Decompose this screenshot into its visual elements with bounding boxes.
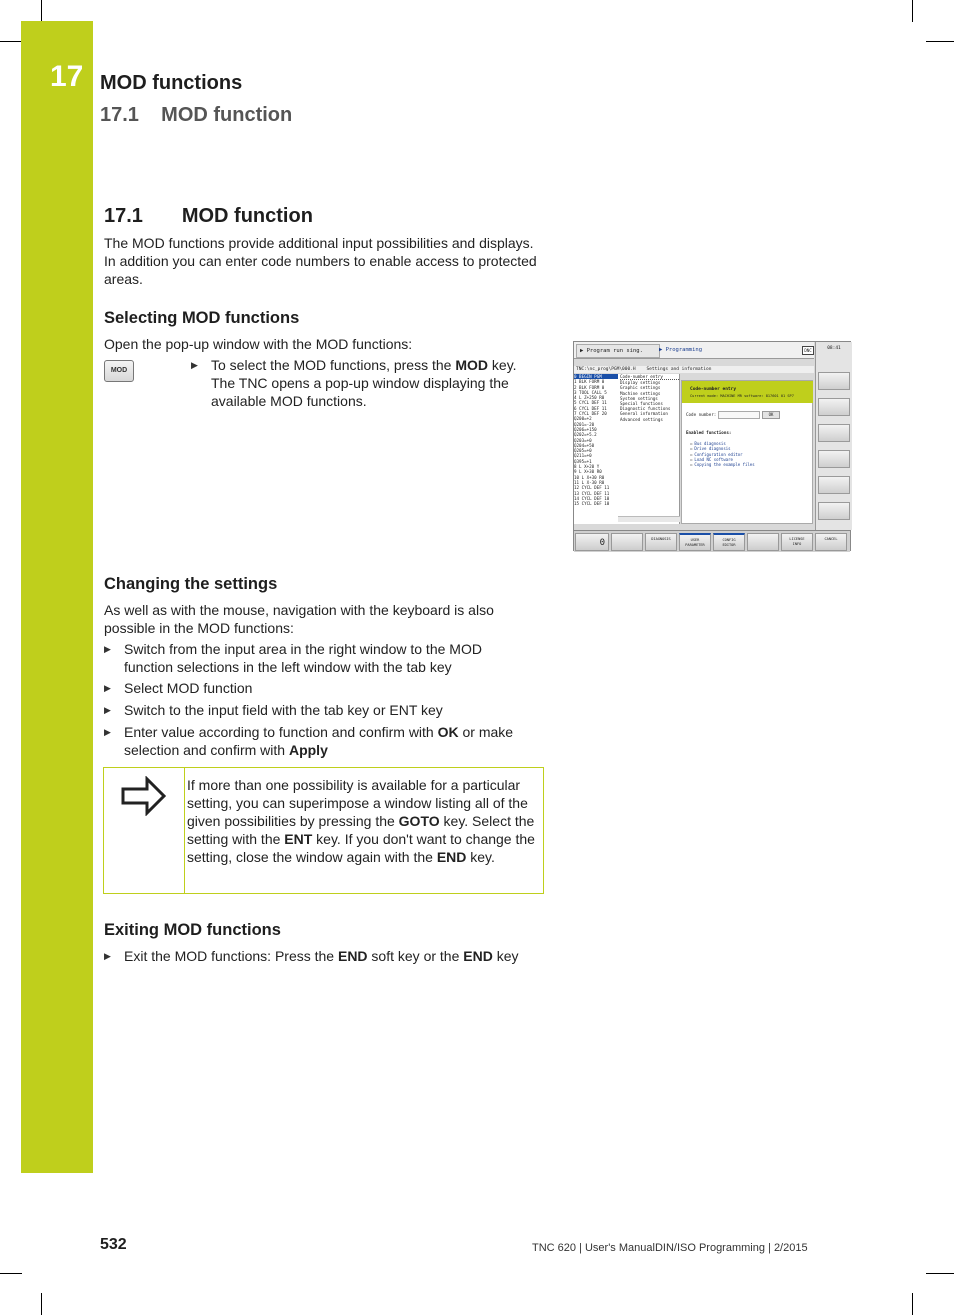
softkey-license[interactable]: LICENSE INFO [781,533,813,551]
changing-bullet-2: ▶ Select MOD function [104,680,253,696]
bullet-triangle-icon: ▶ [104,951,111,961]
enabled-function-item[interactable]: ☒ Copying the example files [690,462,755,468]
footer-info: TNC 620 | User's ManualDIN/ISO Programming | 2/2015 [532,1242,808,1254]
program-line[interactable]: 2 BLK FORM 0 [574,384,605,390]
bullet-triangle-icon: ▶ [104,727,111,737]
chapter-number: 17 [50,60,84,93]
crop-mark [926,41,954,42]
mod-menu-item[interactable]: Special functions [620,401,663,407]
page-number: 532 [100,1236,127,1253]
mod-menu-item[interactable]: Graphic settings [620,385,661,391]
clock: 08:41 [827,346,841,351]
program-path: TNC:\nc_prog\PGM\000.H Settings and information [574,366,814,373]
checkbox-icon: ☒ [690,462,693,468]
softkey-zero[interactable]: 0 [575,533,609,551]
code-number-input[interactable] [718,411,760,419]
running-header-chapter: MOD functions [100,72,243,94]
heading-exiting: Exiting MOD functions [104,921,281,939]
tab-programming[interactable]: ▶ Programming [659,347,703,353]
vertical-softkey[interactable] [818,502,850,520]
program-listing [574,374,619,524]
program-line[interactable]: 14 CYCL DEF 10 [574,495,610,501]
vertical-softkey[interactable] [818,424,850,442]
crop-mark [0,41,22,42]
softkey-blank[interactable] [611,533,643,551]
mod-function-menu [618,374,680,524]
changing-bullet-1: ▶ Switch from the input area in the right window to the MOD function selections in the left window with the tab key [104,641,482,675]
program-line[interactable]: 3 TOOL CALL 5 [574,389,607,395]
program-line[interactable]: 0 BEGIN PGM [574,374,618,379]
program-line[interactable]: Q206=+150 [574,426,597,432]
softkey-user[interactable]: USER PARAMETER [679,533,711,551]
program-line[interactable]: 11 L X-30 R0 [574,479,605,485]
heading-changing: Changing the settings [104,575,278,593]
bullet-triangle-icon: ▶ [104,705,111,715]
enabled-function-item[interactable]: ☒ Configuration editor [690,451,743,457]
section-intro: The MOD functions provide additional input possibilities and displays. In addition you can enter code numbers to enable access to protected areas. [104,235,537,287]
crop-mark [41,1293,42,1315]
program-line[interactable]: 9 L X+30 R0 [574,469,602,475]
enabled-functions-list [690,441,755,467]
program-line[interactable]: Q204=+50 [574,442,595,448]
program-line[interactable]: 4 L Z+250 R0 [574,395,605,401]
program-line[interactable]: 5 CYCL DEF 11 [574,400,607,406]
enabled-function-item[interactable]: ☒ Load NC software [690,456,733,462]
mod-menu-item[interactable]: System settings [620,395,658,401]
program-line[interactable]: Q200=+2 [574,416,592,422]
bullet-triangle-icon: ▶ [104,644,111,654]
crop-mark [926,1273,954,1274]
program-line[interactable]: Q203=+0 [574,437,592,443]
crop-mark [41,0,42,22]
changing-intro: As well as with the mouse, navigation with the keyboard is also possible in the MOD functions: [104,602,494,636]
program-line[interactable]: 7 CYCL DEF 20 [574,411,607,417]
ok-button[interactable]: OK [762,411,780,419]
changing-bullet-4: ▶ Enter value according to function and confirm with OK or make selection and confirm with Apply [104,724,514,758]
code-number-dialog [681,380,813,524]
program-line[interactable]: Q395=+1 [574,458,592,464]
checkbox-icon: ☒ [690,441,693,446]
exiting-bullet: ▶ Exit the MOD functions: Press the END soft key or the END key [104,948,519,964]
code-number-label: Code number: [686,412,717,417]
checkbox-icon: ☒ [690,451,693,457]
checkbox-icon: ☒ [690,446,693,452]
enabled-function-item[interactable]: ☒ Bus diagnosis [690,441,726,446]
arrow-right-icon [121,776,167,816]
crop-mark [0,1273,22,1274]
program-line[interactable]: 12 CYCL DEF 11 [574,485,610,491]
vertical-softkey[interactable] [818,450,850,468]
note-box [103,767,544,894]
vertical-softkey[interactable] [818,398,850,416]
note-divider [184,768,185,893]
chapter-side-bar [21,21,93,1173]
vertical-softkey[interactable] [818,476,850,494]
dialog-title: Code-number entry [690,387,737,392]
softkey-diagnosis[interactable]: DIAGNOSIS [645,533,677,551]
checkbox-icon: ☒ [690,456,693,462]
softkey-config[interactable]: CONFIG EDITOR [713,533,745,551]
changing-bullet-3: ▶ Switch to the input field with the tab key or ENT key [104,702,443,718]
program-line[interactable]: 13 CYCL DEF 11 [574,490,610,496]
program-line[interactable]: Q201=-20 [574,421,595,427]
running-header-section: 17.1 MOD function [100,104,293,126]
selecting-step: ▶ To select the MOD functions, press the MOD key. The TNC opens a pop-up window displaying the available MOD functions. [191,357,517,409]
program-line[interactable]: 10 L X+30 R0 [574,474,605,480]
mod-menu-item[interactable]: Machine settings [620,390,661,396]
program-line[interactable]: Q211=+0 [574,453,592,459]
mod-menu-item[interactable]: Code-number entry [620,374,679,380]
program-line[interactable]: 1 BLK FORM 0 [574,379,605,385]
vertical-softkey[interactable] [818,372,850,390]
bullet-triangle-icon: ▶ [104,683,111,693]
heading-selecting: Selecting MOD functions [104,309,300,327]
program-line[interactable]: 15 CYCL DEF 10 [574,501,610,507]
crop-mark [912,1293,913,1315]
program-line[interactable]: 6 CYCL DEF 11 [574,405,607,411]
tnc-screenshot [573,341,851,551]
mod-menu-item[interactable]: Advanced settings [620,416,663,422]
softkey-bar [574,530,850,552]
crop-mark [912,0,913,22]
dialog-header [682,381,813,403]
mod-menu-item[interactable]: General information [620,411,668,417]
section-title: 17.1 MOD function [104,205,313,227]
enabled-functions-label: Enabled functions: [686,430,732,435]
note-text: If more than one possibility is available for a particular setting, you can superimpose a window listing all of the given possibilities by pressing the GOTO key. Select the setting with the ENT key. If you don't want to change the setting, close the window again with the END key. [187,777,535,865]
mod-menu-item[interactable]: Diagnostic functions [620,406,671,412]
selecting-intro: Open the pop-up window with the MOD functions: [104,336,413,352]
mod-menu-item[interactable]: Display settings [620,380,661,386]
softkey-cancel[interactable]: CANCEL [815,533,847,551]
tab-program-run[interactable]: ▶ Program run sing. [576,344,660,358]
right-softkey-column [815,342,852,530]
mode-tab-bar [574,342,814,359]
softkey-blank[interactable] [747,533,779,551]
dialog-subtitle: Current mode: MACHINE MR software: 817601 01 SP7 [690,394,794,398]
mod-key-icon: MOD [104,360,134,382]
scrollbar[interactable] [618,516,680,522]
program-line[interactable]: Q205=+0 [574,448,592,454]
program-line[interactable]: Q202=+5.2 [574,432,597,438]
tnc-logo-icon: DNC [802,346,814,355]
bullet-triangle-icon: ▶ [191,360,198,370]
enabled-function-item[interactable]: ☒ Drive diagnosis [690,446,731,452]
program-line[interactable]: 8 L X+20 Y [574,464,600,470]
